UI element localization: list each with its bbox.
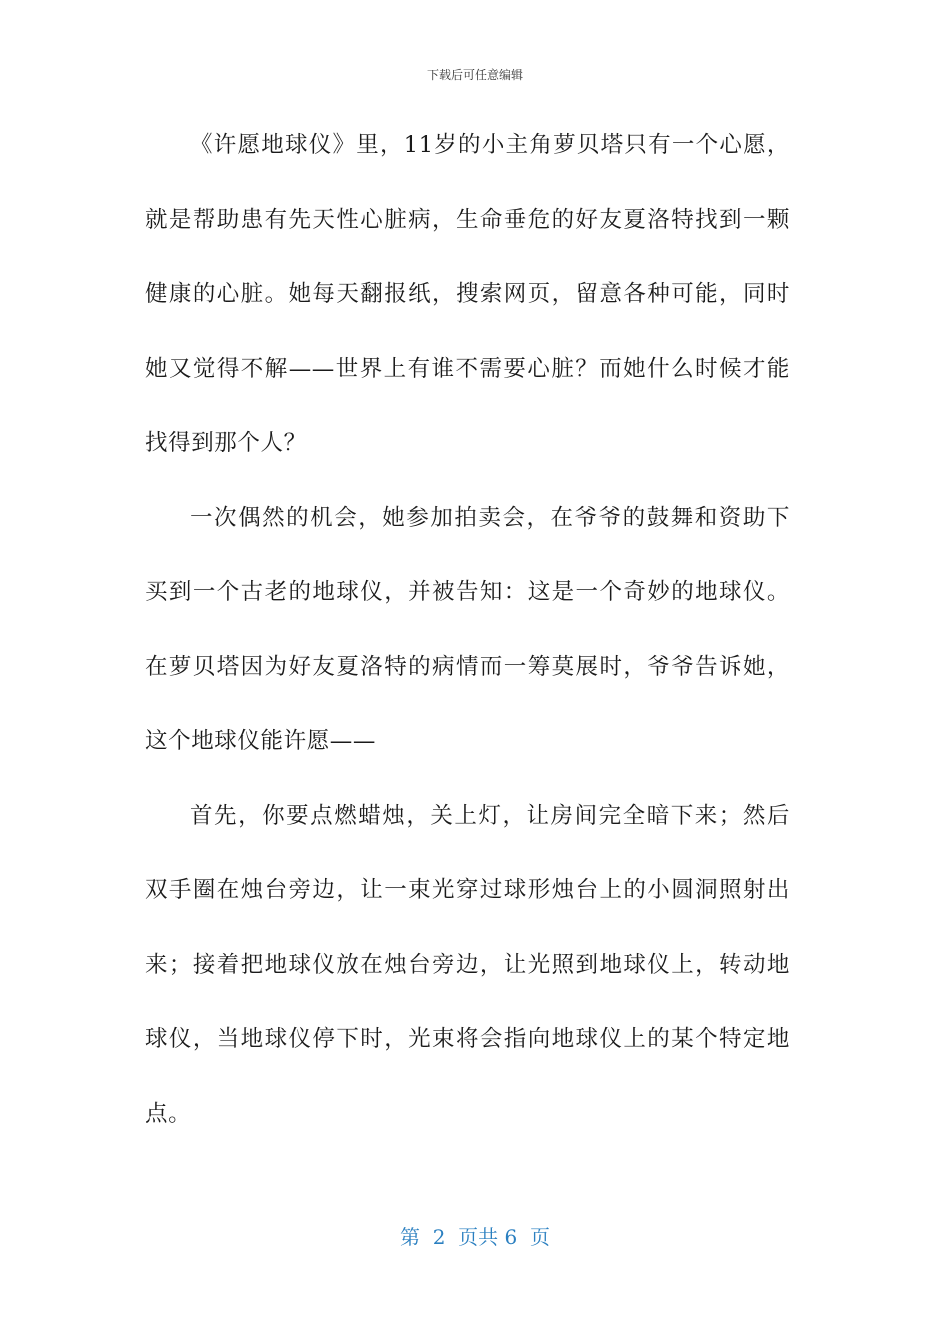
page-number-footer: 第 2 页共 6 页 <box>400 1225 550 1249</box>
paragraph-2: 一次偶然的机会，她参加拍卖会，在爷爷的鼓舞和资助下买到一个古老的地球仪，并被告知：这是一个奇妙的地球仪。在萝贝塔因为好友夏洛特的病情而一筹莫展时，爷爷告诉她，这个地球仪能许愿—— <box>145 504 790 754</box>
paragraph-3: 首先，你要点燃蜡烛，关上灯，让房间完全暗下来；然后双手圈在烛台旁边，让一束光穿过球形烛台上的小圆洞照射出来；接着把地球仪放在烛台旁边，让光照到地球仪上，转动地球仪，当地球仪停下时，光束将会指向地球仪上的某个特定地点。 <box>145 802 790 1127</box>
page-header-note: 下载后可任意编辑 <box>426 68 523 82</box>
paragraph-1: 《许愿地球仪》里，11岁的小主角萝贝塔只有一个心愿，就是帮助患有先天性心脏病，生命垂危的好友夏洛特找到一颗健康的心脏。她每天翻报纸，搜索网页，留意各种可能，同时她又觉得不解——世界上有谁不需要心脏？而她什么时候才能找得到那个人？ <box>145 132 790 456</box>
document-body <box>145 108 790 1151</box>
